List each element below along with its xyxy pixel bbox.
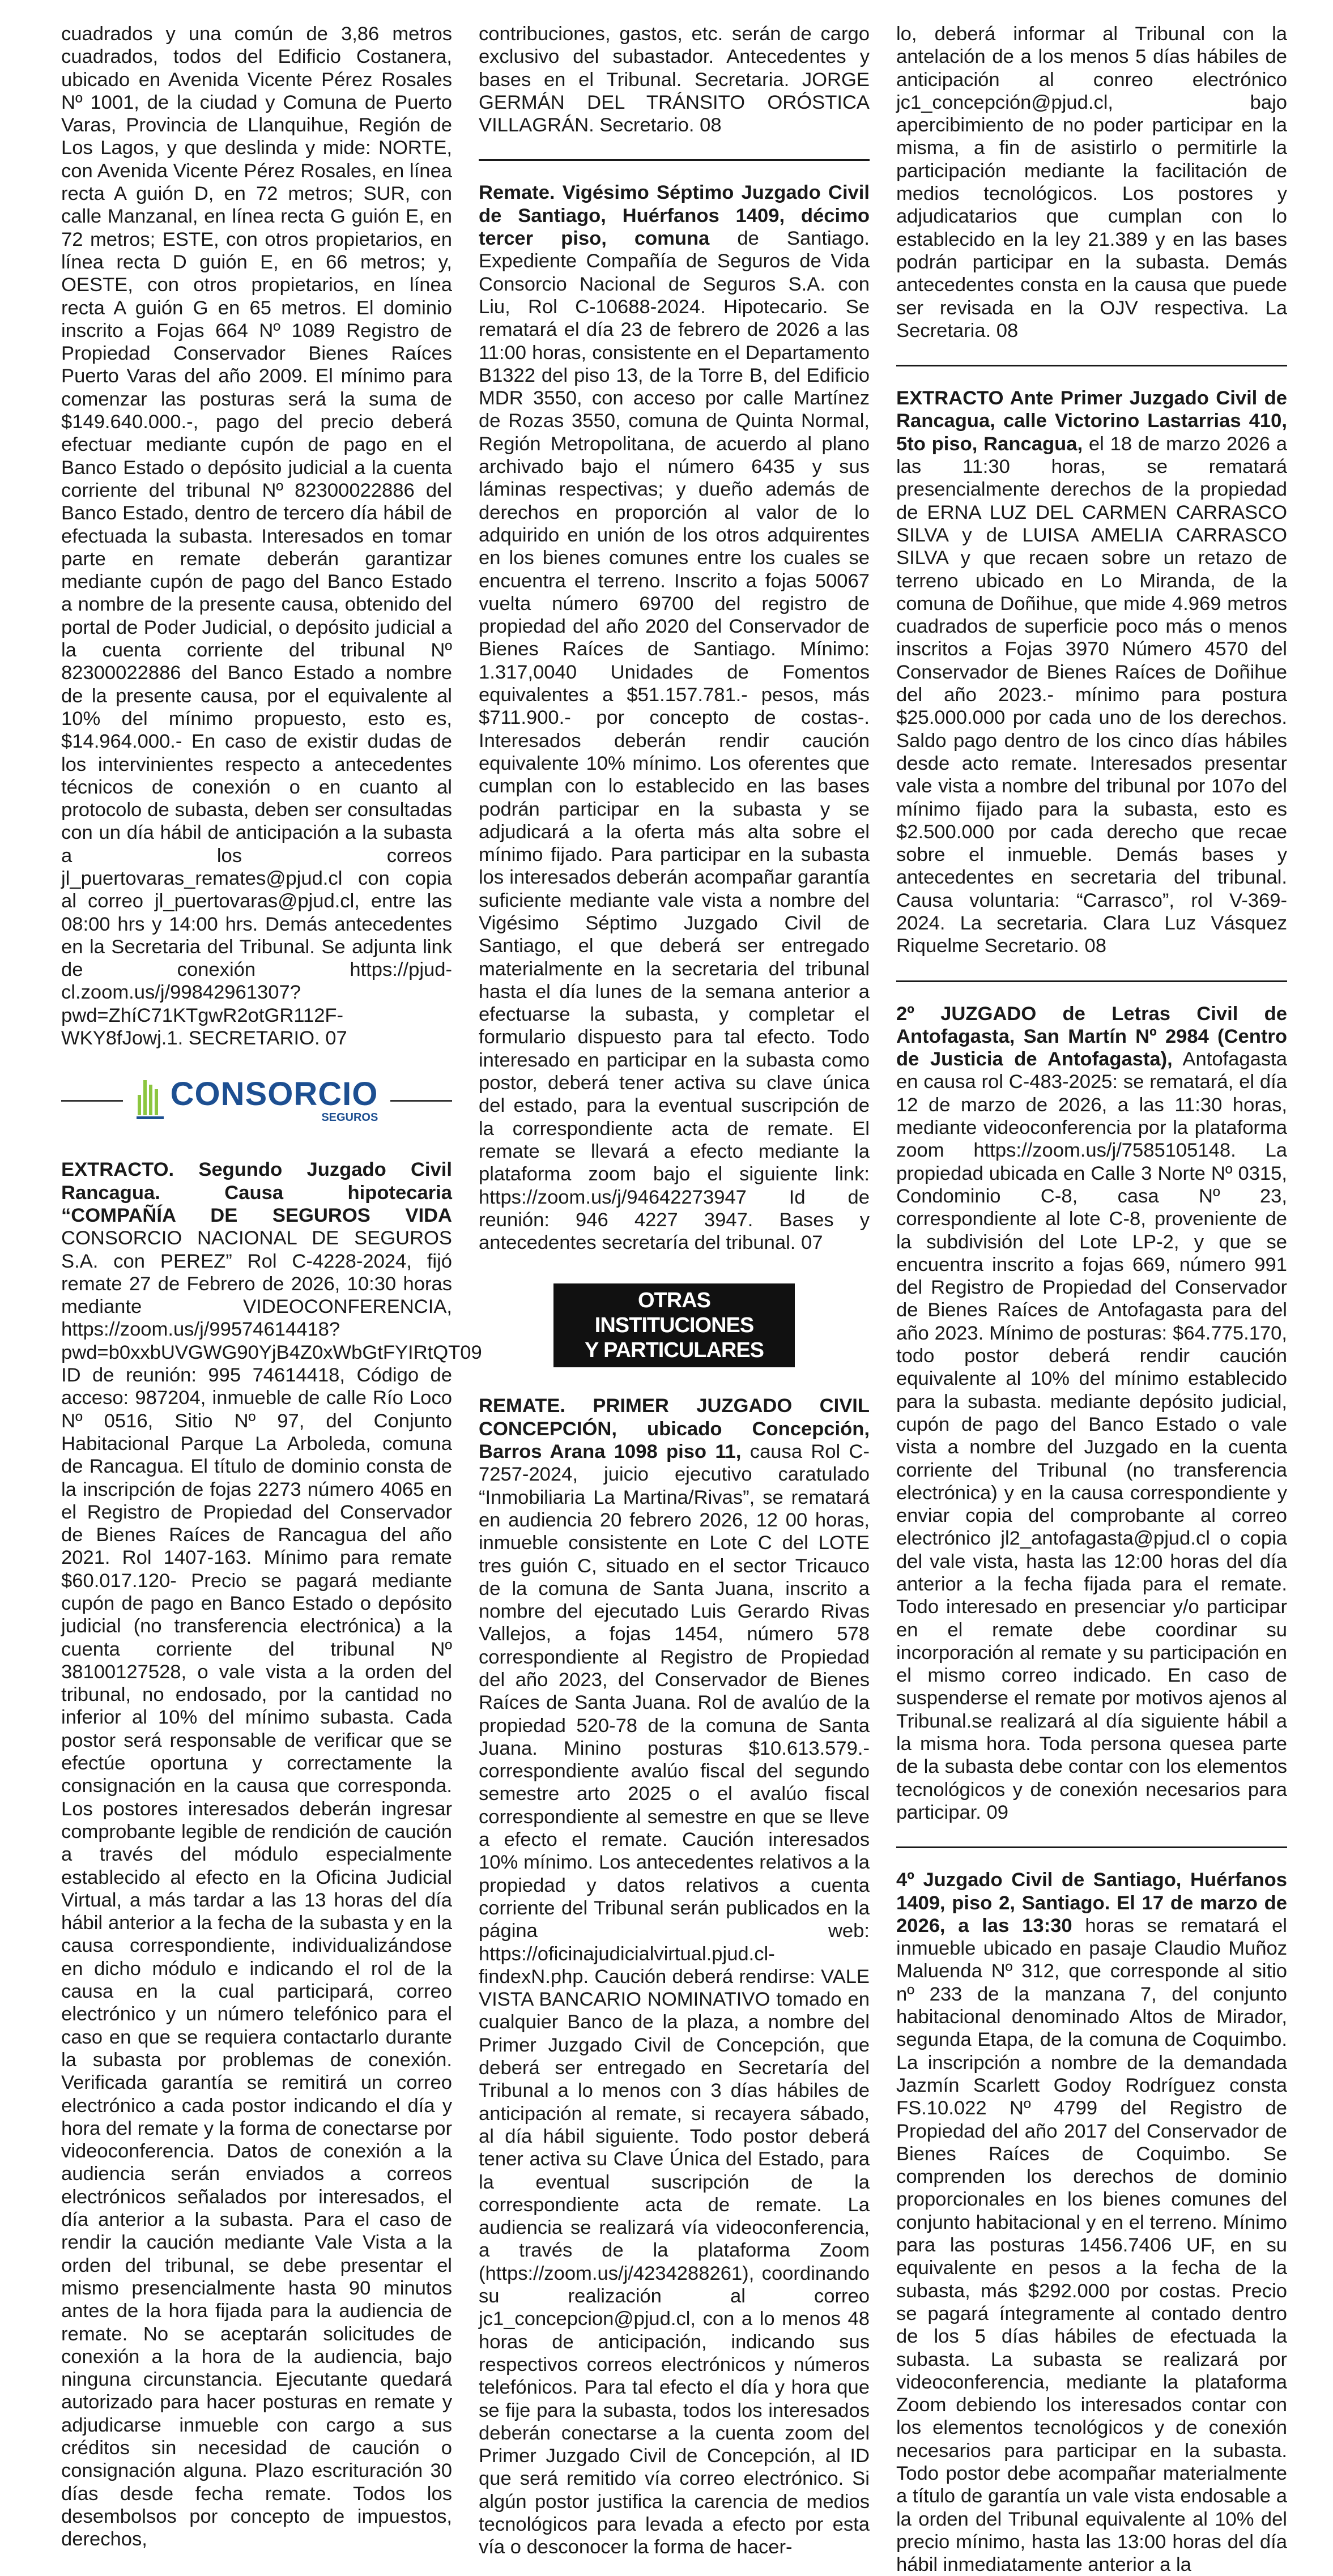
section-header-line-2: Y PARTICULARES — [584, 1338, 764, 1363]
column-3 — [896, 23, 1287, 2576]
column-1 — [61, 23, 482, 2551]
notice-body: horas se rematará el inmueble ubicado en pasaje Claudio Muñoz Maluenda Nº 312, que corresponde al sitio nº 233 de la manzana 7, del conjunto habitacional denominado Altos de Mirador, segunda Etapa, de la comuna de Coquimbo. La inscripción a nombre de la demandada Jazmín Scarlett Godoy Rodríguez consta FS.10.022 Nº 4799 del Registro de Propiedad del año 2017 del Conservador de Bienes Raíces de Coquimbo. Se comprenden los derechos de dominio proporcionales en los bienes comunes del conjunto habitacional y en el terreno. Mínimo para las posturas 1456.7406 UF, en su equivalente en pesos a la fecha de la subasta, más $292.000 por costas. Precio se pagará íntegramente al contado dentro de los 5 días hábiles de efectuada la subasta. La subasta se realizará por videoconferencia, mediante la plataforma Zoom debiendo los interesados contar con los elementos tecnológicos y de conexión necesarios para participar en la subasta. Todo postor debe acompañar materialmente a título de garantía un vale vista endosable a la orden del Tribunal equivalente al 10% del precio mínimo, hasta las 13:00 horas del día hábil inmediatamente anterior a la — [896, 1914, 1287, 2576]
notice-antofagasta — [896, 1003, 1287, 1824]
consorcio-ad — [61, 1072, 452, 1129]
notice-heading: EXTRACTO Ante Primer Juzgado Civil de Rancagua, calle Victorino Lastarrias 410, 5to piso, Rancagua, — [896, 387, 1287, 455]
notice-santiago-4 — [896, 1869, 1287, 2576]
notice-continuation: lo, deberá informar al Tribunal con la antelación de a los menos 5 días hábiles de anticipación al conreo electrónico jc1_concepción@pjud.cl, bajo apercibimiento de no poder participar en la misma, a fin de asistirlo o permitirle la participación mediante la facilitación de medios tecnológicos. Los postores y adjudicatarios que cumplan con lo establecido en la ley 21.389 y en las bases podrán participar en la subasta. Demás antecedentes consta en la causa que puede ser revisada en la OJV respectiva. La Secretaria. 08 — [896, 23, 1287, 342]
notice-continuation: contribuciones, gastos, etc. serán de cargo exclusivo del subastador. Antecedentes y bases en el Tribunal. Secretaria. JORGE GERMÁN DEL TRÁNSITO ORÓSTICA VILLAGRÁN. Secretario. 08 — [479, 23, 870, 137]
notice-body: el 18 de marzo 2026 a las 11:30 horas, se rematará presencialmente derechos de la propiedad de ERNA LUZ DEL CARMEN CARRASCO SILVA y de LUISA AMELIA CARRASCO SILVA y que recaen sobre un retazo de terreno ubicado en Lo Miranda, de la comuna de Doñihue, que mide 4.969 metros cuadrados de superficie poco más o menos inscritos a Fojas 3970 Número 4570 del Conservador de Bienes Raíces de Doñihue del año 2023.- mínimo para postura $25.000.000 por cada uno de los derechos. Saldo pago dentro de los cinco días hábiles desde acto remate. Interesados presentar vale vista a nombre del tribunal por 107o del mínimo fijado para la subasta, esto es $2.500.000 por cada derecho que recae sobre el inmueble. Demás bases y antecedentes en secretaria del tribunal. Causa voluntaria: “Carrasco”, rol V-369-2024. La secretaria. Clara Luz Vásquez Riquelme Secretario. 08 — [896, 433, 1288, 957]
notice-body: de Santiago. Expediente Compañía de Seguros de Vida Consorcio Nacional de Seguros S.A. con Liu, Rol C-10688-2024. Hipotecario. Se rematará el día 23 de febrero de 2026 a las 11:00 horas, consistente en el Departamento B1322 del piso 13, de la Torre B, del Edificio MDR 3550, con acceso por calle Martínez de Rozas 3550, comuna de Quinta Normal, Región Metropolitana, de acuerdo al plano archivado bajo el número 6435 y sus láminas respectivas; y dueño además de derechos en proporción al valor de lo adquirido en unión de los otros adquirentes en los bienes comunes entre los cuales se encuentra el terreno. Inscrito a fojas 50067 vuelta número 69700 del registro de propiedad del año 2020 del Conservador de Bienes Raíces de Santiago. Mínimo: 1.317,0040 Unidades de Fomentos equivalentes a $51.157.781.- pesos, más $711.900.- por concepto de costas-. Interesados deberán rendir caución equivalente 10% mínimo. Los oferentes que cumplan con lo establecido en las bases podrán participar en la subasta y se adjudicará a la oferta más alta sobre el mínimo fijado. Para participar en la subasta los interesados deberán acompañar garantía suficiente mediante vale vista a nombre del Vigésimo Séptimo Juzgado Civil de Santiago, el que deberá ser entregado materialmente en la secretaria del tribunal hasta el día lunes de la semana anterior a efectuarse la subasta, y completar el formulario dispuesto para tal efecto. Todo interesado en participar en la subasta como postor, deberá tener activa su clave única del estado, para la eventual suscripción de la correspondiente acta de remate. El remate se llevará a efecto mediante la plataforma zoom bajo el siguiente link: https://zoom.us/j/94642273947 Id de reunión: 946 4227 3947. Bases y antecedentes secretaría del tribunal. 07 — [479, 228, 870, 1254]
notice-rancagua-consorcio — [61, 1158, 482, 2551]
section-header-wrap — [479, 1283, 870, 1367]
notice-heading: 4º Juzgado Civil de Santiago, Huérfanos 1409, piso 2, Santiago. El 17 de marzo de 2026, a las 13:30 — [896, 1869, 1287, 1937]
consorcio-mark-icon — [135, 1078, 167, 1123]
notice-heading: Remate. Vigésimo Séptimo Juzgado Civil de Santiago, Huérfanos 1409, décimo tercer piso, comuna — [479, 182, 870, 250]
divider — [896, 1846, 1287, 1848]
divider — [479, 159, 870, 161]
notice-concepcion — [479, 1394, 870, 2558]
consorcio-logo — [123, 1077, 391, 1124]
logo-subtitle: SEGUROS — [321, 1111, 378, 1124]
column-2 — [479, 23, 870, 2559]
notice-heading: EXTRACTO. Segundo Juzgado Civil Rancagua. Causa hipotecaria “COMPAÑÍA DE SEGUROS VIDA — [61, 1159, 452, 1226]
notice-body: Antofagasta en causa rol C-483-2025: se rematará, el día 12 de marzo de 2026, a las 11:30 horas, mediante videoconferencia por la plataforma zoom https://zoom.us/j/7585105148. La propiedad ubicada en Calle 3 Norte Nº 0315, Condominio C-8, casa Nº 23, correspondiente al lote C-8, proveniente de la subdivisión del Lote LP-2, y que se encuentra inscrito a fojas 669, número 991 del Registro de Propiedad del Conservador de Bienes Raíces de Antofagasta para del año 2023. Mínimo de posturas: $64.775.170, todo postor deberá rendir caución equivalente al 10% del mínimo establecido para la subasta. mediante depósito judicial, cupón de pago del Banco Estado o vale vista a nombre del Juzgado en la cuenta corriente del Tribunal (no transferencia electrónica) y en la causa correspondiente y enviar copia del comprobante al correo electrónico jl2_antofagasta@pjud.cl o copia del vale vista, hasta las 12:00 horas del día anterior a la fecha fijada para el remate. Todo interesado en presenciar y/o participar en el remate debe coordinar su incorporación al remate y su participación en el mismo correo indicado. En caso de suspenderse el remate por motivos ajenos al Tribunal.se realizará al día siguiente hábil a la misma hora. Toda persona quesea parte de la subasta debe contar con los elementos tecnológicos y de conexión necesarios para participar. 09 — [896, 1048, 1287, 1823]
notice-heading: 2º JUZGADO de Letras Civil de Antofagasta, San Martín Nº 2984 (Centro de Justicia de Antofagasta), — [896, 1003, 1287, 1071]
divider — [896, 365, 1287, 366]
notice-heading: REMATE. PRIMER JUZGADO CIVIL CONCEPCIÓN, ubicado Concepción, Barros Arana 1098 piso 11, — [479, 1395, 870, 1463]
divider — [896, 980, 1287, 982]
logo-name: CONSORCIO — [170, 1076, 378, 1113]
notice-body: causa Rol C-7257-2024, juicio ejecutivo caratulado “Inmobiliaria La Martina/Rivas”, se rematará en audiencia 20 febrero 2026, 12 00 horas, inmueble consistente en Lote C del LOTE tres guión C, situado en el sector Tricauco de la comuna de Santa Juana, inscrito a nombre del ejecutado Luis Gerardo Rivas Vallejos, a fojas 1454, número 578 correspondiente al Registro de Propiedad del año 2023, del Conservador de Bienes Raíces de Santa Juana. Rol de avalúo de la propiedad 520-78 de la comuna de Santa Juana. Minino posturas $10.613.579.- correspondiente avalúo fiscal del segundo semestre arto 2025 o el avalúo fiscal correspondiente al semestre en que se lleve a efecto el remate. Caución interesados 10% mínimo. Los antecedentes relativos a la propiedad y datos relativos a cuenta corriente del Tribunal serán publicados en la página web: https://oficinajudicialvirtual.pjud.cl-findexN.php. Caución deberá rendirse: VALE VISTA BANCARIO NOMINATIVO tomado en cualquier Banco de la plaza, a nombre del Primer Juzgado Civil de Concepción, que deberá ser entregado en Secretaría del Tribunal a lo menos con 3 días hábiles de anticipación al remate, si recayera sábado, al día hábil siguiente. Todo postor deberá tener activa su Clave Única del Estado, para la eventual suscripción de la correspondiente acta de remate. La audiencia se realizará vía videoconferencia, a través de la plataforma Zoom (https://zoom.us/j/4234288261), coordinando su realización al correo jc1_concepcion@pjud.cl, con a lo menos 48 horas de anticipación, indicando sus respectivos correos electrónicos y números telefónicos. Para tal efecto el día y hora que se fije para la subasta, todos los interesados deberán conectarse a la cuenta zoom del Primer Juzgado Civil de Concepción, al ID que será remitido vía correo electrónico. Si algún postor justifica la carencia de medios tecnológicos para levada a efecto por esta vía o desconocer la forma de hacer- — [479, 1441, 870, 2558]
section-header — [553, 1283, 795, 1367]
notice-santiago-27 — [479, 181, 870, 1254]
divider — [61, 1100, 123, 1102]
notice-body: CONSORCIO NACIONAL DE SEGUROS S.A. con PEREZ” Rol C-4228-2024, fijó remate 27 de Febrero de 2026, 10:30 horas mediante VIDEOCONFERENCIA, https://zoom.us/j/99574614418?pwd=b0xxbUVGWG90YjB4Z0xWbGtFYIRtQT09 ID de reunión: 995 74614418, Código de acceso: 987204, inmueble de calle Río Loco Nº 0516, Sitio Nº 97, del Conjunto Habitacional Parque La Arboleda, comuna de Rancagua. El título de dominio consta de la inscripción de fojas 2273 número 4065 en el Registro de Propiedad del Conservador de Bienes Raíces de Rancagua del año 2021. Rol 1407-163. Mínimo para remate $60.017.120- Precio se pagará mediante cupón de pago en Banco Estado o depósito judicial (no transferencia electrónica) a la cuenta corriente del tribunal Nº 38100127528, o vale vista a la orden del tribunal, no endosado, por la cantidad no inferior al 10% del mínimo subasta. Cada postor será responsable de verificar que se efectúe oportuna y correctamente la consignación en la causa que corresponda. Los postores interesados deberán ingresar comprobante legible de rendición de caución a través del módulo especialmente establecido al efecto en la Oficina Judicial Virtual, a más tardar a las 13 horas del día hábil anterior a la fecha de la subasta y en la causa correspondiente, individualizándose en dicho módulo e indicando el rol de la causa en la cual participará, correo electrónico y un número telefónico para el caso en que se requiera contactarlo durante la subasta por problemas de conexión. Verificada garantía se remitirá un correo electrónico a cada postor indicando el día y hora del remate y la forma de conectarse por videoconferencia. Datos de conexión a la audiencia serán enviados a correos electrónicos señalados por interesados, el día anterior a la subasta. Para el caso de rendir la caución mediante Vale Vista a la orden del tribunal, se debe presentar el mismo presencialmente hasta 90 minutos antes de la hora fijada para la audiencia de remate. No se aceptarán solicitudes de conexión a la hora de la audiencia, bajo ninguna circunstancia. Ejecutante quedará autorizado para hacer posturas en remate y adjudicarse inmueble con cargo a sus créditos sin necesidad de caución o consignación alguna. Plazo escrituración 30 días desde fecha remate. Todos los desembolsos por concepto de impuestos, derechos, — [61, 1227, 482, 2551]
divider — [390, 1100, 452, 1102]
section-header-line-1: OTRAS INSTITUCIONES — [594, 1289, 754, 1338]
notice-rancagua-carrasco — [896, 387, 1287, 957]
notice-continuation: cuadrados y una común de 3,86 metros cuadrados, todos del Edificio Costanera, ubicado en Avenida Vicente Pérez Rosales Nº 1001, de la ciudad y Comuna de Puerto Varas, Provincia de Llanquihue, Región de Los Lagos, y que deslinda y mide: NORTE, con Avenida Vicente Pérez Rosales, en línea recta A guión D, en 72 metros; SUR, con calle Manzanal, en línea recta G guión E, en 72 metros; ESTE, con otros propietarios, en línea recta D guión E, en 66 metros; y, OESTE, con otros propietarios, en línea recta A guión G en 65 metros. El dominio inscrito a Fojas 664 Nº 1089 Registro de Propiedad Conservador Bienes Raíces Puerto Varas del año 2009. El mínimo para comenzar las posturas será la suma de $149.640.000.-, pago del precio deberá efectuar mediante cupón de pago en el Banco Estado o depósito judicial a la cuenta corriente del tribunal Nº 82300022886 del Banco Estado, dentro de tercero día hábil de efectuada la subasta. Interesados en tomar parte en remate deberán garantizar mediante cupón de pago del Banco Estado a nombre de la presente causa, obtenido del portal de Poder Judicial, o depósito judicial a la cuenta corriente del tribunal Nº 82300022886 del Banco Estado a nombre de la presente causa, por el equivalente al 10% del mínimo propuesto, esto es, $14.964.000.- En caso de existir dudas de los intervinientes respecto a antecedentes técnicos de conexión o en cuanto al protocolo de subasta, deben ser consultadas con un día hábil de anticipación a la subasta a los correos jl_puertovaras_remates@pjud.cl con copia al correo jl_puertovaras@pjud.cl, entre las 08:00 hrs y 14:00 hrs. Demás antecedentes en la Secretaria del Tribunal. Se adjunta link de conexión https://pjud-cl.zoom.us/j/99842961307?pwd=ZhíC71KTgwR2otGR112F-WKY8fJowj.1. SECRETARIO. 07 — [61, 23, 452, 1050]
